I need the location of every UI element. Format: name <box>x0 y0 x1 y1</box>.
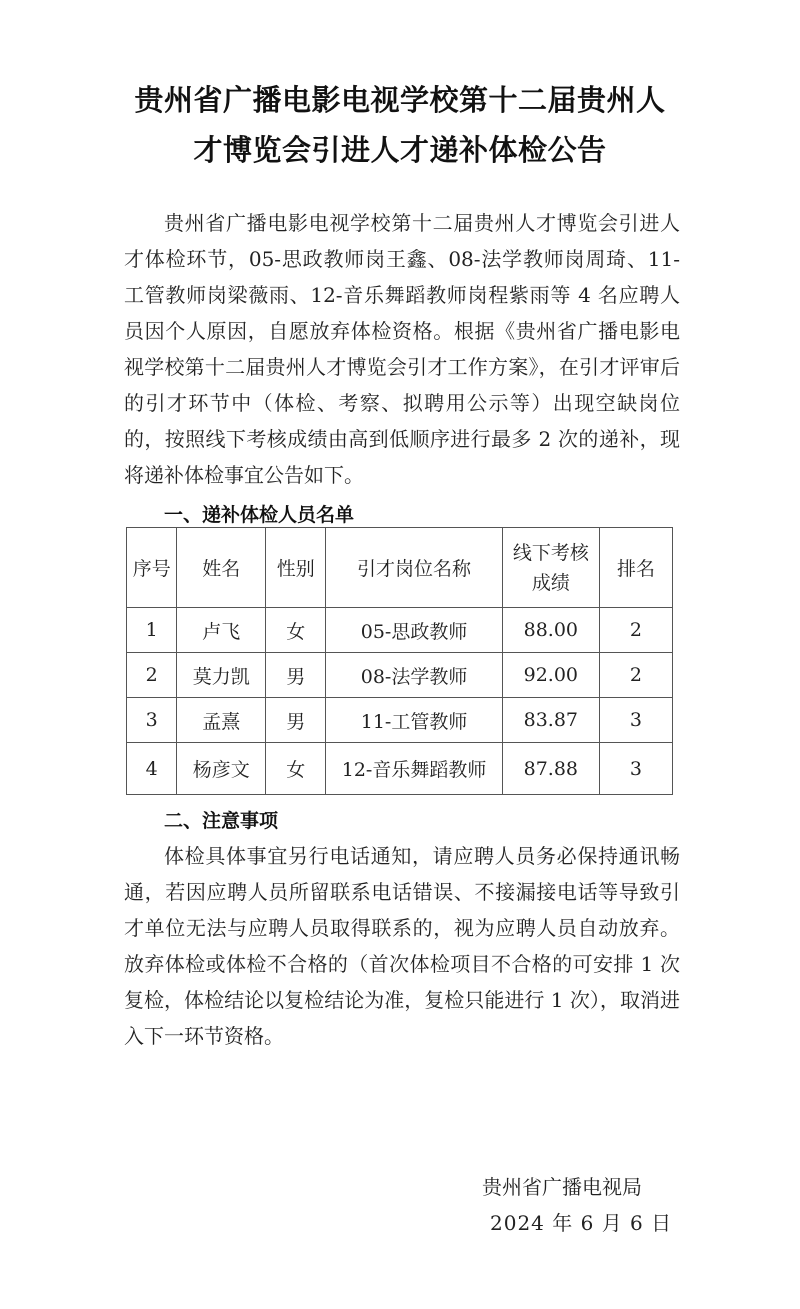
cell-position: 08-法学教师 <box>326 653 502 698</box>
cell-seq: 3 <box>127 698 177 743</box>
header-rank: 排名 <box>599 528 672 608</box>
roster-table <box>126 527 673 795</box>
table-row <box>127 653 673 698</box>
signature-date: 2024 年 6 月 6 日 <box>490 1211 673 1235</box>
cell-score: 83.87 <box>502 698 599 743</box>
cell-seq: 4 <box>127 743 177 795</box>
cell-position: 05-思政教师 <box>326 608 502 653</box>
notes-text: 体检具体事宜另行电话通知，请应聘人员务必保持通讯畅通，若因应聘人员所留联系电话错误、不接漏接电话等导致引才单位无法与应聘人员取得联系的，视为应聘人员自动放弃。放弃体检或体检不合格的（首次体检项目不合格的可安排 1 次复检，体检结论以复检结论为准，复检只能进行 1 次），取消进入下一环节资格。 <box>124 844 680 1048</box>
table-row <box>127 743 673 795</box>
signature-org: 贵州省广播电视局 <box>482 1175 642 1199</box>
header-name: 姓名 <box>177 528 266 608</box>
cell-name: 莫力凯 <box>177 653 266 698</box>
cell-gender: 女 <box>266 743 326 795</box>
cell-gender: 女 <box>266 608 326 653</box>
cell-rank: 2 <box>599 653 672 698</box>
notes-paragraph <box>124 838 680 1054</box>
header-seq: 序号 <box>127 528 177 608</box>
table-row <box>127 698 673 743</box>
cell-score: 87.88 <box>502 743 599 795</box>
cell-rank: 3 <box>599 743 672 795</box>
cell-seq: 2 <box>127 653 177 698</box>
section-heading-roster: 一、递补体检人员名单 <box>164 504 355 526</box>
intro-text: 贵州省广播电影电视学校第十二届贵州人才博览会引进人才体检环节，05-思政教师岗王鑫、08-法学教师岗周琦、11-工管教师岗梁薇雨、12-音乐舞蹈教师岗程紫雨等 4 名应聘人员因个人原因，自愿放弃体检资格。根据《贵州省广播电影电视学校第十二届贵州人才博览会引才工作方案》，在引才评审后的引才环节中（体检、考察、拟聘用公示等）出现空缺岗位的，按照线下考核成绩由高到低顺序进行最多 2 次的递补，现将递补体检事宜公告如下。 <box>124 211 680 487</box>
title-line-1: 贵州省广播电影电视学校第十二届贵州人 <box>134 83 666 117</box>
table-row <box>127 608 673 653</box>
cell-rank: 3 <box>599 698 672 743</box>
header-position: 引才岗位名称 <box>326 528 502 608</box>
cell-name: 孟熹 <box>177 698 266 743</box>
section-heading-notes: 二、注意事项 <box>164 810 279 832</box>
cell-score: 88.00 <box>502 608 599 653</box>
cell-seq: 1 <box>127 608 177 653</box>
cell-position: 12-音乐舞蹈教师 <box>326 743 502 795</box>
cell-gender: 男 <box>266 698 326 743</box>
header-score <box>502 528 599 608</box>
header-score-line2: 成绩 <box>531 571 570 594</box>
cell-rank: 2 <box>599 608 672 653</box>
cell-name: 卢飞 <box>177 608 266 653</box>
table-header-row <box>127 528 673 608</box>
title-line-2: 才博览会引进人才递补体检公告 <box>193 133 607 167</box>
cell-position: 11-工管教师 <box>326 698 502 743</box>
header-gender: 性别 <box>266 528 326 608</box>
cell-score: 92.00 <box>502 653 599 698</box>
cell-name: 杨彦文 <box>177 743 266 795</box>
header-score-line1: 线下考核 <box>512 541 589 564</box>
intro-paragraph <box>124 205 680 493</box>
cell-gender: 男 <box>266 653 326 698</box>
